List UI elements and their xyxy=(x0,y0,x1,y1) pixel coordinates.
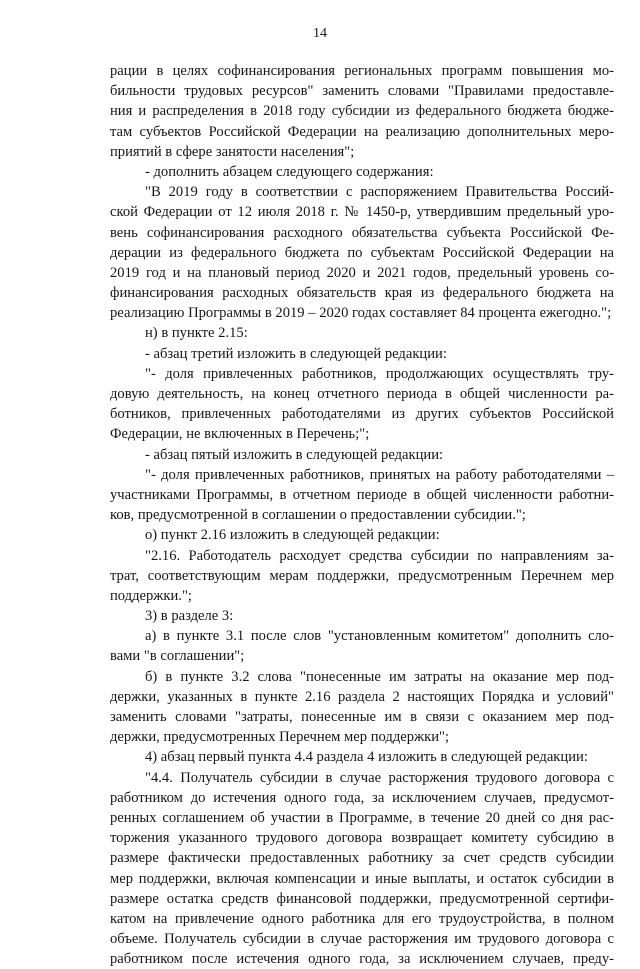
page-number: 14 xyxy=(313,26,327,41)
text-line: довую деятельность, на конец отчетного периода в общей численности ра- xyxy=(110,386,614,402)
text-line: б) в пункте 3.2 слова "понесенные им затраты на оказание мер под- xyxy=(145,668,614,685)
text-line: мер поддержки, включая компенсации и иные выплаты, и остаток субсидии в xyxy=(110,870,614,887)
text-line: Федерации, не включенных в Перечень;"; xyxy=(110,426,370,443)
text-line: ков, предусмотренной в соглашении о предоставлении субсидии."; xyxy=(110,507,526,524)
text-line: ботников, привлеченных работодателями из других субъектов Российской xyxy=(110,406,614,423)
text-line: держки, предусмотренных Перечнем мер поддержки"; xyxy=(110,729,450,746)
text-line: бильности трудовых ресурсов" заменить словами "Правилами предоставле- xyxy=(110,83,614,100)
text-line: 3) в разделе 3: xyxy=(145,608,234,625)
text-line: работником до истечения одного года, за исключением случаев, предусмот- xyxy=(110,789,614,806)
text-line: о) пункт 2.16 изложить в следующей редакции: xyxy=(145,527,440,544)
text-line: держки, указанных в пункте 2.16 раздела 2 настоящих Порядка и условий" xyxy=(110,688,614,705)
text-line: "2.16. Работодатель расходует средства субсидии по направлениям за- xyxy=(145,547,614,564)
text-line: поддержки."; xyxy=(110,587,192,604)
text-line: 2019 год и на плановый период 2020 и 2021 годов, предельный уровень со- xyxy=(110,264,614,281)
text-line: "В 2019 году в соответствии с распоряжением Правительства Россий- xyxy=(145,184,614,201)
text-line: дерации из федерального бюджета по субъектам Российской Федерации на xyxy=(110,244,614,261)
text-line: приятий в сфере занятости населения"; xyxy=(110,143,355,160)
text-line: вами "в соглашении"; xyxy=(110,648,245,665)
text-line: финансирования расходных обязательств края из федерального бюджета на xyxy=(110,285,614,302)
text-line: заменить словами "затраты, понесенные им в связи с оказанием мер под- xyxy=(110,709,614,725)
text-line: н) в пункте 2.15: xyxy=(145,325,248,342)
text-line: - абзац пятый изложить в следующей редакции: xyxy=(145,446,444,463)
text-line: а) в пункте 3.1 после слов "установленным комитетом" дополнить сло- xyxy=(145,628,614,645)
text-line: вень софинансирования расходного обязательства субъекта Российской Фе- xyxy=(110,224,614,241)
text-line: "- доля привлеченных работников, продолжающих осуществлять тру- xyxy=(145,365,614,382)
text-line: - абзац третий изложить в следующей редакции: xyxy=(145,345,447,362)
text-line: "4.4. Получатель субсидии в случае расторжения трудового договора с xyxy=(145,769,614,786)
text-line: объеме. Получатель субсидии в случае расторжения им трудового договора с xyxy=(110,931,614,948)
text-line: торжения указанного трудового договора возвращает комитету субсидию в xyxy=(110,830,614,847)
text-line: участниками Программы, в отчетном периоде в общей численности работни- xyxy=(110,486,614,503)
text-line: - дополнить абзацем следующего содержания: xyxy=(145,163,434,180)
text-line: ской Федерации от 12 июля 2018 г. № 1450-р, утвердившим предельный уро- xyxy=(110,204,614,221)
text-line: реализацию Программы в 2019 – 2020 годах составляет 84 процента ежегодно."; xyxy=(110,305,612,322)
text-line: катом на привлечение одного работника для его трудоустройства, в полном xyxy=(110,910,614,927)
text-line: трат, соответствующим мерам поддержки, предусмотренным Перечнем мер xyxy=(110,567,614,584)
text-line: работником после истечения одного года, за исключением случаев, преду- xyxy=(110,951,614,968)
document-body xyxy=(110,61,614,969)
text-line: рации в целях софинансирования региональных программ повышения мо- xyxy=(110,63,614,79)
text-line: там субъектов Российской Федерации на реализацию дополнительных меро- xyxy=(110,123,614,140)
text-line: размере фактически предоставленных работнику за счет средств субсидии xyxy=(110,850,614,867)
text-line: размере остатка средств финансовой поддержки, предусмотренной сертифи- xyxy=(110,890,614,907)
text-line: ренных соглашением об участии в Программе, в течение 20 дней со дня рас- xyxy=(110,809,614,826)
text-line: "- доля привлеченных работников, принятых на работу работодателями – xyxy=(145,466,614,483)
text-line: ния и распределения в 2018 году субсидии из федерального бюджета бюдже- xyxy=(110,103,614,120)
text-line: 4) абзац первый пункта 4.4 раздела 4 изложить в следующей редакции: xyxy=(145,749,588,766)
